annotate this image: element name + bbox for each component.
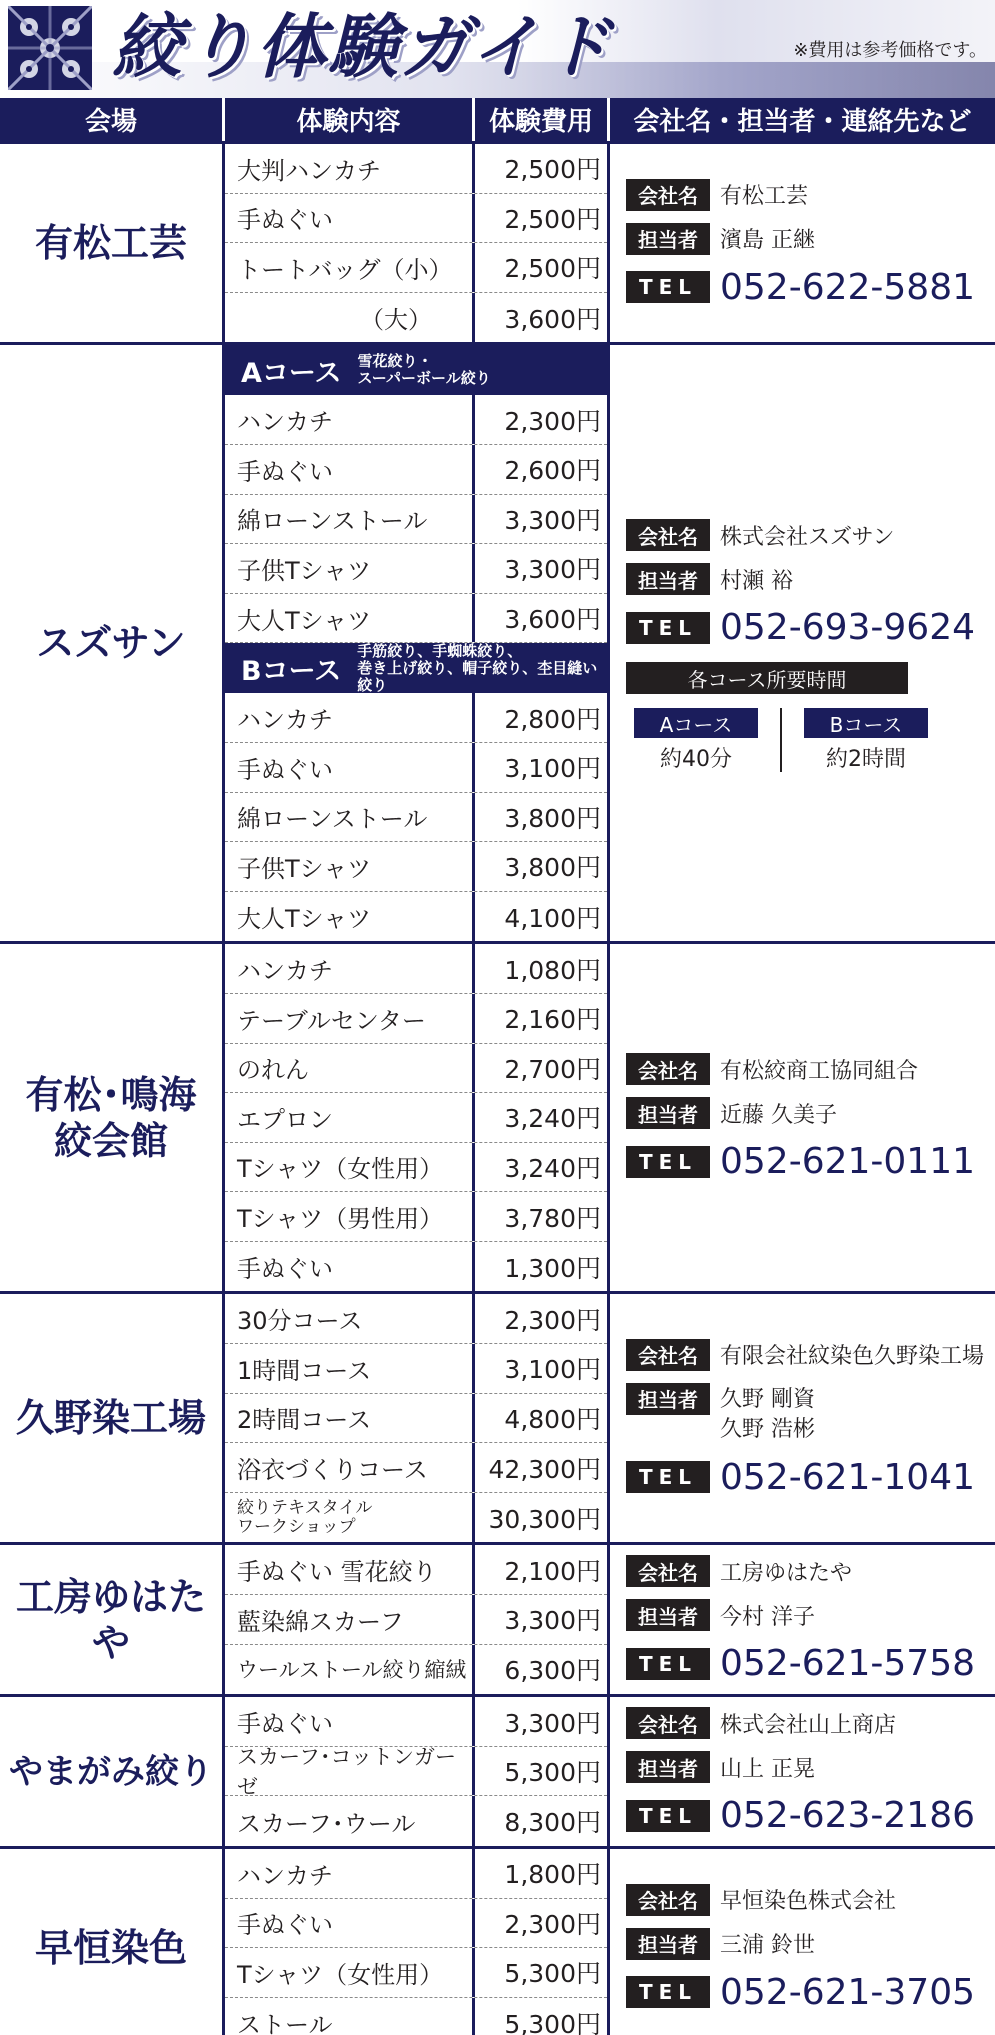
time-a-label: Aコース: [634, 708, 758, 738]
item-price: 3,100円: [504, 1355, 601, 1385]
table-row: [225, 243, 607, 293]
tel-label: TEL: [626, 1800, 710, 1832]
course-desc: 雪花絞り・ スーパーボール絞り: [357, 352, 491, 388]
item-price: 3,240円: [504, 1153, 601, 1183]
tel-number[interactable]: 052-621-0111: [720, 1141, 976, 1183]
column-header-fee: 体験費用: [475, 98, 610, 141]
contact-info: [610, 1849, 995, 2035]
venue-name: 有松工芸: [0, 144, 225, 342]
table-row: [225, 944, 607, 994]
table-row: [225, 693, 607, 743]
venue-name: 久野染工場: [0, 1294, 225, 1542]
person-name: 村瀬 裕: [720, 568, 793, 594]
course-desc: 手筋絞り、手蜘蛛絞り、 巻き上げ絞り、帽子絞り、杢目縫い絞り: [357, 641, 598, 694]
contact-info: [610, 944, 995, 1291]
table-row: [225, 144, 607, 194]
item-name: 1時間コース: [225, 1344, 475, 1393]
company-name: 有松絞商工協同組合: [720, 1058, 919, 1084]
course-b-header: [225, 643, 607, 693]
item-price: 4,100円: [504, 903, 601, 933]
item-price: 5,300円: [504, 2009, 601, 2035]
tel-number[interactable]: 052-621-5758: [720, 1643, 976, 1685]
item-name: 子供Tシャツ: [225, 544, 475, 593]
company-label: 会社名: [626, 179, 710, 211]
item-name: 手ぬぐい: [225, 1697, 475, 1746]
course-time-heading: 各コース所要時間: [626, 662, 908, 694]
company-name: 有松工芸: [720, 184, 809, 210]
item-name: 手ぬぐい: [225, 194, 475, 243]
person-label: 担当者: [626, 1097, 710, 1129]
person-name: 今村 洋子: [720, 1604, 815, 1630]
item-price: 2,300円: [504, 1305, 601, 1335]
person-label: 担当者: [626, 1383, 710, 1415]
person-label: 担当者: [626, 1751, 710, 1783]
table-row: [225, 793, 607, 843]
table-row: [225, 1745, 607, 1800]
contact-info: [610, 144, 995, 342]
table-row: [225, 395, 607, 445]
tel-number[interactable]: 052-621-3705: [720, 1971, 976, 2013]
table-row: [225, 1545, 607, 1595]
contact-info: [610, 1545, 995, 1694]
table-header: [0, 98, 995, 144]
item-price: 2,500円: [504, 155, 601, 185]
item-name: 30分コース: [225, 1294, 475, 1343]
table-row: [225, 1394, 607, 1444]
item-name: エプロン: [225, 1093, 475, 1142]
table-row: [225, 1294, 607, 1344]
item-price: 30,300円: [488, 1504, 601, 1534]
venue-section: [0, 345, 995, 944]
table-row: [225, 1849, 607, 1899]
item-price: 2,800円: [504, 704, 601, 734]
experience-table: [0, 98, 995, 2035]
venue-name: 早恒染色: [0, 1849, 225, 2035]
company-name: 工房ゆはたや: [720, 1560, 853, 1586]
contact-info: [610, 1697, 995, 1846]
item-name: 綿ローンストール: [225, 793, 475, 842]
item-name: ストール: [225, 1998, 475, 2035]
item-name: 手ぬぐい: [225, 445, 475, 494]
company-label: 会社名: [626, 519, 710, 551]
table-row: [225, 743, 607, 793]
item-price: 8,300円: [504, 1808, 601, 1838]
venue-name: 有松･鳴海 絞会館: [0, 944, 225, 1291]
item-price: 2,300円: [504, 406, 601, 436]
item-name: ハンカチ: [225, 693, 475, 742]
item-name: ハンカチ: [225, 395, 475, 444]
table-row: [225, 1697, 607, 1747]
item-price: 2,500円: [504, 254, 601, 284]
tel-label: TEL: [626, 1648, 710, 1680]
column-header-content: 体験内容: [225, 98, 475, 141]
person-name: 山上 正晃: [720, 1756, 815, 1782]
item-name: ハンカチ: [225, 944, 475, 993]
company-name: 有限会社紋染色久野染工場: [720, 1344, 985, 1370]
page-title: 絞り体験ガイド: [112, 5, 614, 88]
table-row: [225, 293, 607, 343]
time-a-value: 約40分: [660, 747, 732, 773]
column-header-contact: 会社名・担当者・連絡先など: [610, 98, 995, 141]
page-header: [0, 0, 995, 98]
item-price: 1,800円: [504, 1860, 601, 1890]
item-name: トートバッグ（小）: [225, 243, 475, 292]
item-name: 藍染綿スカーフ: [225, 1595, 475, 1644]
person-label: 担当者: [626, 1928, 710, 1960]
price-note: ※費用は参考価格です。: [793, 40, 987, 61]
time-b-label: Bコース: [804, 708, 928, 738]
item-price: 2,700円: [504, 1054, 601, 1084]
item-name: 大判ハンカチ: [225, 144, 475, 193]
item-name: 綿ローンストール: [225, 495, 475, 544]
item-price: 3,600円: [504, 304, 601, 334]
item-price: 3,600円: [504, 605, 601, 635]
person-name: 三浦 鈴世: [720, 1933, 815, 1959]
item-price: 2,500円: [504, 204, 601, 234]
tel-number[interactable]: 052-622-5881: [720, 266, 976, 308]
shibori-pattern-icon: [8, 6, 92, 90]
item-price: 2,100円: [504, 1556, 601, 1586]
table-row: [225, 1443, 607, 1493]
item-list: [225, 1849, 610, 2035]
item-price: 5,300円: [504, 1758, 601, 1788]
table-row: [225, 994, 607, 1044]
table-row: [225, 194, 607, 244]
contact-info: [610, 1294, 995, 1542]
table-row: [225, 1998, 607, 2035]
company-name: 株式会社山上商店: [720, 1712, 897, 1738]
item-name: 大人Tシャツ: [225, 594, 475, 643]
venue-section: [0, 1697, 995, 1849]
item-price: 3,780円: [504, 1203, 601, 1233]
company-label: 会社名: [626, 1339, 710, 1371]
item-price: 3,800円: [504, 803, 601, 833]
item-name: Tシャツ（女性用）: [225, 1143, 475, 1192]
person-name: 近藤 久美子: [720, 1102, 837, 1128]
tel-number[interactable]: 052-623-2186: [720, 1795, 976, 1837]
item-list: [225, 1697, 610, 1846]
item-list: [225, 1294, 610, 1542]
venue-section: [0, 144, 995, 345]
venue-section: [0, 1294, 995, 1545]
item-price: 5,300円: [504, 1959, 601, 1989]
item-price: 2,300円: [504, 1909, 601, 1939]
item-name: 2時間コース: [225, 1394, 475, 1443]
item-price: 3,300円: [504, 505, 601, 535]
venue-section: [0, 1849, 995, 2035]
item-name: ハンカチ: [225, 1849, 475, 1898]
venue-name: 工房ゆはたや: [0, 1545, 225, 1694]
table-row: [225, 1093, 607, 1143]
person-label: 担当者: [626, 1599, 710, 1631]
item-name: 子供Tシャツ: [225, 842, 475, 891]
company-label: 会社名: [626, 1707, 710, 1739]
course-times: [626, 708, 995, 773]
table-row: [225, 544, 607, 594]
table-row: [225, 1192, 607, 1242]
table-row: [225, 1595, 607, 1645]
item-price: 3,240円: [504, 1104, 601, 1134]
item-name: 手ぬぐい 雪花絞り: [225, 1545, 475, 1594]
item-price: 4,800円: [504, 1404, 601, 1434]
tel-number[interactable]: 052-621-1041: [720, 1456, 976, 1498]
item-name: ウールストール絞り縮絨: [225, 1645, 475, 1695]
course-a-header: [225, 345, 607, 395]
item-price: 42,300円: [488, 1454, 601, 1484]
item-name: スカーフ･コットンガーゼ: [225, 1747, 475, 1796]
company-label: 会社名: [626, 1884, 710, 1916]
table-row: [225, 842, 607, 892]
table-row: [225, 1899, 607, 1949]
tel-label: TEL: [626, 1461, 710, 1493]
column-header-venue: 会場: [0, 98, 225, 141]
item-name: 絞りテキスタイル ワークショップ: [225, 1493, 475, 1543]
item-name: 手ぬぐい: [225, 743, 475, 792]
table-row: [225, 1344, 607, 1394]
venue-section: [0, 944, 995, 1294]
person-label: 担当者: [626, 563, 710, 595]
time-divider: [780, 708, 782, 772]
item-price: 3,800円: [504, 853, 601, 883]
company-label: 会社名: [626, 1053, 710, 1085]
item-name: 浴衣づくりコース: [225, 1443, 475, 1492]
company-name: 早恒染色株式会社: [720, 1889, 897, 1915]
person-label: 担当者: [626, 223, 710, 255]
table-row: [225, 892, 607, 942]
table-row: [225, 1143, 607, 1193]
item-name: Tシャツ（男性用）: [225, 1192, 475, 1241]
company-label: 会社名: [626, 1555, 710, 1587]
table-row: [225, 1948, 607, 1998]
item-list: [225, 345, 610, 941]
venue-section: [0, 1545, 995, 1697]
item-price: 2,600円: [504, 456, 601, 486]
tel-label: TEL: [626, 271, 710, 303]
table-row: [225, 1044, 607, 1094]
contact-info: [610, 345, 995, 941]
item-price: 1,080円: [504, 955, 601, 985]
table-row: [225, 495, 607, 545]
company-name: 株式会社スズサン: [720, 524, 895, 550]
table-row: [225, 594, 607, 644]
venue-name: やまがみ絞り: [0, 1697, 225, 1846]
item-name: （大）: [225, 293, 475, 343]
tel-number[interactable]: 052-693-9624: [720, 607, 976, 649]
item-list: [225, 1545, 610, 1694]
table-row: [225, 1796, 607, 1846]
course-name: Bコース: [241, 655, 342, 687]
course-name: Aコース: [241, 357, 342, 389]
item-price: 1,300円: [504, 1253, 601, 1283]
table-row: [225, 445, 607, 495]
item-name: 手ぬぐい: [225, 1899, 475, 1948]
tel-label: TEL: [626, 1146, 710, 1178]
item-name: Tシャツ（女性用）: [225, 1948, 475, 1997]
item-price: 3,300円: [504, 1606, 601, 1636]
item-price: 3,100円: [504, 754, 601, 784]
item-price: 6,300円: [504, 1656, 601, 1686]
table-row: [225, 1645, 607, 1695]
item-name: のれん: [225, 1044, 475, 1093]
item-name: スカーフ･ウール: [225, 1796, 475, 1846]
person-name: 久野 剛資 久野 浩彬: [720, 1386, 815, 1442]
item-price: 2,160円: [504, 1005, 601, 1035]
item-name: 手ぬぐい: [225, 1242, 475, 1292]
venue-name: スズサン: [0, 345, 225, 941]
table-row: [225, 1242, 607, 1292]
item-list: [225, 944, 610, 1291]
tel-label: TEL: [626, 612, 710, 644]
table-row: [225, 1493, 607, 1543]
item-list: [225, 144, 610, 342]
item-name: テーブルセンター: [225, 994, 475, 1043]
tel-label: TEL: [626, 1976, 710, 2008]
time-b-value: 約2時間: [826, 747, 906, 773]
item-price: 3,300円: [504, 555, 601, 585]
person-name: 濱島 正継: [720, 228, 815, 254]
item-name: 大人Tシャツ: [225, 892, 475, 942]
item-price: 3,300円: [504, 1708, 601, 1738]
